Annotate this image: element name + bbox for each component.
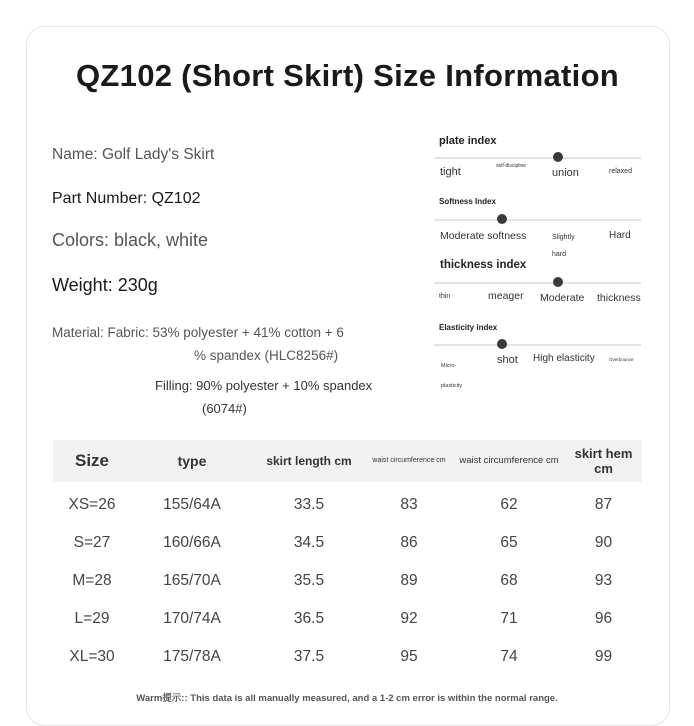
thickness-label-moderate: Moderate [540, 292, 585, 304]
cell-waist-2: 74 [500, 648, 518, 665]
cell-type: 175/78A [163, 648, 221, 665]
thickness-label-meager: meager [488, 290, 524, 302]
cell-waist-2: 71 [500, 610, 518, 627]
table-row [53, 482, 642, 524]
cell-skirt-hem: 93 [594, 572, 613, 589]
material-line-1: Material: Fabric: 53% polyester + 41% cotton + 6 [52, 325, 344, 340]
filling-line-2: (6074#) [202, 401, 247, 416]
cell-skirt-length: 37.5 [293, 648, 325, 665]
product-colors: Colors: black, white [52, 230, 209, 250]
elasticity-label-micro-plasticity: Micro-plasticity [441, 363, 463, 389]
filling-text [155, 374, 395, 420]
cell-waist-1: 89 [400, 572, 418, 589]
plate-label-relaxed: relaxed [609, 168, 632, 175]
cell-size: S=27 [73, 534, 111, 551]
cell-skirt-hem: 99 [594, 648, 613, 665]
thickness-label-thickness: thickness [597, 292, 641, 304]
cell-type: 170/74A [163, 610, 221, 627]
table-header-row [53, 440, 642, 482]
cell-waist-2: 62 [500, 496, 518, 513]
cell-size: M=28 [72, 572, 112, 589]
material-line-2: % spandex (HLC8256#) [194, 348, 339, 363]
cell-waist-2: 65 [500, 534, 518, 551]
product-name: Name: Golf Lady's Skirt [52, 146, 215, 163]
plate-index-track [434, 157, 641, 159]
plate-label-union: union [552, 167, 579, 179]
plate-index-title: plate index [439, 135, 497, 147]
cell-waist-1: 86 [400, 534, 418, 551]
cell-size: XL=30 [69, 648, 115, 665]
cell-skirt-length: 34.5 [293, 534, 325, 551]
size-table [53, 440, 642, 676]
cell-waist-1: 95 [400, 648, 418, 665]
thickness-index-track [434, 282, 641, 284]
cell-skirt-hem: 87 [594, 496, 613, 513]
header-size: Size [74, 451, 110, 470]
softness-label-hard: Hard [609, 230, 631, 241]
elasticity-index-track [434, 344, 641, 346]
cell-type: 165/70A [163, 572, 221, 589]
cell-skirt-length: 36.5 [293, 610, 325, 627]
header-skirt-hem: skirt hem cm [574, 446, 633, 476]
product-weight: Weight: 230g [52, 275, 158, 295]
table-row [53, 600, 642, 638]
measurement-note: Warm提示:: This data is all manually measured, and a 1-2 cm error is within the normal range. [136, 693, 558, 704]
part-number: Part Number: QZ102 [52, 190, 201, 207]
header-waist-1: waist circumference cm [372, 457, 446, 464]
softness-label-moderate: Moderate softness [440, 230, 527, 242]
cell-size: L=29 [74, 610, 110, 627]
cell-waist-1: 83 [400, 496, 418, 513]
header-waist-2: waist circumference cm [459, 455, 559, 466]
elasticity-label-high: High elasticity [533, 353, 595, 364]
filling-line-1: Filling: 90% polyester + 10% spandex [155, 378, 373, 393]
cell-waist-2: 68 [500, 572, 518, 589]
cell-skirt-hem: 96 [594, 610, 613, 627]
elasticity-index-title: Elasticity index [439, 323, 498, 332]
header-skirt-length: skirt length cm [266, 454, 352, 468]
table-row [53, 638, 642, 676]
cell-skirt-hem: 90 [594, 534, 613, 551]
cell-waist-1: 92 [400, 610, 418, 627]
cell-skirt-length: 35.5 [293, 572, 325, 589]
plate-label-self-discipline: self-discipline [496, 163, 527, 169]
cell-size: XS=26 [68, 496, 116, 513]
softness-label-slightly-hard: Slightly hard [552, 234, 575, 258]
elasticity-label-shot: shot [497, 354, 518, 366]
thickness-label-thin: thin [439, 293, 451, 300]
plate-label-tight: tight [440, 166, 461, 178]
cell-type: 155/64A [163, 496, 221, 513]
page-title: QZ102 (Short Skirt) Size Information [76, 58, 620, 93]
table-row [53, 562, 642, 600]
softness-index-track [434, 219, 641, 221]
thickness-index-title: thickness index [440, 259, 527, 271]
cell-type: 160/66A [163, 534, 221, 551]
header-type: type [177, 453, 207, 469]
material-text [52, 321, 392, 367]
softness-index-title: Softness Index [439, 197, 496, 206]
cell-skirt-length: 33.5 [293, 496, 325, 513]
table-row [53, 524, 642, 562]
elasticity-label-overbounce: Overbounce [609, 357, 634, 362]
